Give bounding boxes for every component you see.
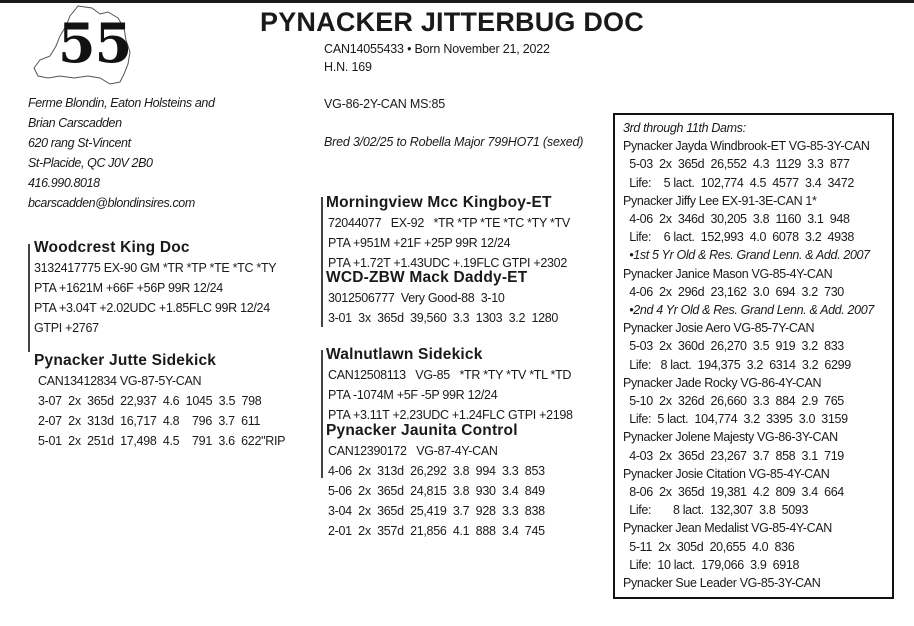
dams-box: [613, 113, 894, 599]
dams-dam-line: 2-01 2x 357d 21,856 4.1 888 3.4 745: [328, 524, 545, 538]
dams-sire-name: Walnutlawn Sidekick: [326, 346, 483, 363]
dam-name-line: Pynacker Sue Leader VG-85-3Y-CAN: [623, 576, 821, 591]
dam-line: 2-07 2x 313d 16,717 4.8 796 3.7 611: [38, 414, 261, 428]
dam-record-line: Life: 5 lact. 104,774 3.2 3395 3.0 3159: [623, 412, 848, 427]
dams-sire-line: CAN12508113 VG-85 *TR *TY *TV *TL *TD: [328, 368, 572, 382]
dam-record-line: 5-03 2x 365d 26,552 4.3 1129 3.3 877: [623, 157, 850, 172]
sires-dam-line: 3012506777 Very Good-88 3-10: [328, 291, 505, 305]
consignor-line: St-Placide, QC J0V 2B0: [28, 156, 153, 170]
bracket-dams-side: [321, 350, 323, 478]
bracket-sires-side: [321, 197, 323, 327]
consignor-block: [28, 93, 215, 213]
sire-line: PTA +3.04T +2.02UDC +1.85FLC 99R 12/24: [34, 301, 270, 315]
top-rule: [0, 0, 914, 3]
breeding-info: Bred 3/02/25 to Robella Major 799HO71 (sexed): [324, 135, 584, 149]
dams-dam-block: [326, 421, 545, 541]
dams-box-lines: [623, 137, 892, 592]
dam-record-line: Life: 10 lact. 179,066 3.9 6918: [623, 557, 800, 572]
sire-block: [34, 238, 276, 338]
sires-sire-line: PTA +1.72T +1.43UDC +.19FLC GTPI +2302: [328, 256, 567, 270]
dam-record-line: 4-06 2x 296d 23,162 3.0 694 3.2 730: [623, 284, 844, 299]
sires-sire-block: [326, 193, 570, 273]
classification: VG-86-2Y-CAN MS:85: [324, 97, 445, 111]
bracket-sire: [28, 244, 30, 352]
dams-dam-line: 4-06 2x 313d 26,292 3.8 994 3.3 853: [328, 464, 545, 478]
dam-name-line: Pynacker Jade Rocky VG-86-4Y-CAN: [623, 375, 822, 390]
dam-line: 3-07 2x 365d 22,937 4.6 1045 3.5 798: [38, 394, 262, 408]
sires-sire-line: 72044077 EX-92 *TR *TP *TE *TC *TY *TV: [328, 216, 570, 230]
lot-number: 55: [58, 11, 132, 75]
dam-line: 5-01 2x 251d 17,498 4.5 791 3.6 622"RIP: [38, 434, 286, 448]
dam-record-line: 8-06 2x 365d 19,381 4.2 809 3.4 664: [623, 485, 844, 500]
herd-number: H.N. 169: [324, 60, 372, 74]
dam-name-line: Pynacker Janice Mason VG-85-4Y-CAN: [623, 266, 833, 281]
dam-line: CAN13412834 VG-87-5Y-CAN: [38, 374, 202, 388]
sires-dam-line: 3-01 3x 365d 39,560 3.3 1303 3.2 1280: [328, 311, 559, 325]
sire-line: GTPI +2767: [34, 321, 99, 335]
sires-dam-block: [326, 268, 558, 328]
dam-record-line: Life: 5 lact. 102,774 4.5 4577 3.4 3472: [623, 175, 854, 190]
dam-record-line: Life: 8 lact. 194,375 3.2 6314 3.2 6299: [623, 357, 851, 372]
dam-name-line: Pynacker Josie Citation VG-85-4Y-CAN: [623, 466, 830, 481]
dams-dam-name: Pynacker Jaunita Control: [326, 422, 518, 439]
dam-record-line: 4-06 2x 346d 30,205 3.8 1160 3.1 948: [623, 212, 850, 227]
dams-sire-line: PTA +3.11T +2.23UDC +1.24FLC GTPI +2198: [328, 408, 573, 422]
dam-name-line: Pynacker Jolene Majesty VG-86-3Y-CAN: [623, 430, 838, 445]
dam-name-line: Pynacker Jayda Windbrook-ET VG-85-3Y-CAN: [623, 139, 870, 154]
lot-badge: [30, 4, 140, 86]
dams-box-header: 3rd through 11th Dams:: [623, 121, 746, 135]
dams-dam-line: 5-06 2x 365d 24,815 3.8 930 3.4 849: [328, 484, 545, 498]
sire-line: 3132417775 EX-90 GM *TR *TP *TE *TC *TY: [34, 261, 277, 275]
consignor-phone: 416.990.8018: [28, 176, 100, 190]
dams-dam-line: CAN12390172 VG-87-4Y-CAN: [328, 444, 498, 458]
dam-name: Pynacker Jutte Sidekick: [34, 352, 217, 369]
sire-line: PTA +1621M +66F +56P 99R 12/24: [34, 281, 223, 295]
dam-record-line: 5-10 2x 326d 26,660 3.3 884 2.9 765: [623, 394, 844, 409]
dam-record-line: 4-03 2x 365d 23,267 3.7 858 3.1 719: [623, 448, 844, 463]
dams-sire-block: [326, 345, 573, 425]
dam-record-line: Life: 8 lact. 132,307 3.8 5093: [623, 503, 809, 518]
dams-sire-line: PTA -1074M +5F -5P 99R 12/24: [328, 388, 498, 402]
sires-dam-name: WCD-ZBW Mack Daddy-ET: [326, 269, 528, 286]
dam-record-line: 5-11 2x 305d 20,655 4.0 836: [623, 539, 795, 554]
dams-dam-line: 3-04 2x 365d 25,419 3.7 928 3.3 838: [328, 504, 545, 518]
animal-name: PYNACKER JITTERBUG DOC: [260, 7, 644, 37]
dam-name-line: Pynacker Josie Aero VG-85-7Y-CAN: [623, 321, 815, 336]
dam-name-line: Pynacker Jean Medalist VG-85-4Y-CAN: [623, 521, 832, 536]
dam-record-line: •1st 5 Yr Old & Res. Grand Lenn. & Add. 2007: [623, 248, 870, 263]
consignor-email[interactable]: bcarscadden@blondinsires.com: [28, 196, 195, 210]
dam-record-line: 5-03 2x 360d 26,270 3.5 919 3.2 833: [623, 339, 844, 354]
consignor-line: Brian Carscadden: [28, 116, 122, 130]
consignor-line: Ferme Blondin, Eaton Holsteins and: [28, 96, 215, 110]
registration-line: CAN14055433 • Born November 21, 2022: [324, 42, 550, 56]
dam-block: [34, 351, 285, 451]
sire-name: Woodcrest King Doc: [34, 239, 190, 256]
dam-record-line: Life: 6 lact. 152,993 4.0 6078 3.2 4938: [623, 230, 854, 245]
dam-name-line: Pynacker Jiffy Lee EX-91-3E-CAN 1*: [623, 193, 817, 208]
sires-sire-name: Morningview Mcc Kingboy-ET: [326, 194, 552, 211]
consignor-line: 620 rang St-Vincent: [28, 136, 131, 150]
sires-sire-line: PTA +951M +21F +25P 99R 12/24: [328, 236, 511, 250]
dam-record-line: •2nd 4 Yr Old & Res. Grand Lenn. & Add. 2007: [623, 303, 874, 318]
